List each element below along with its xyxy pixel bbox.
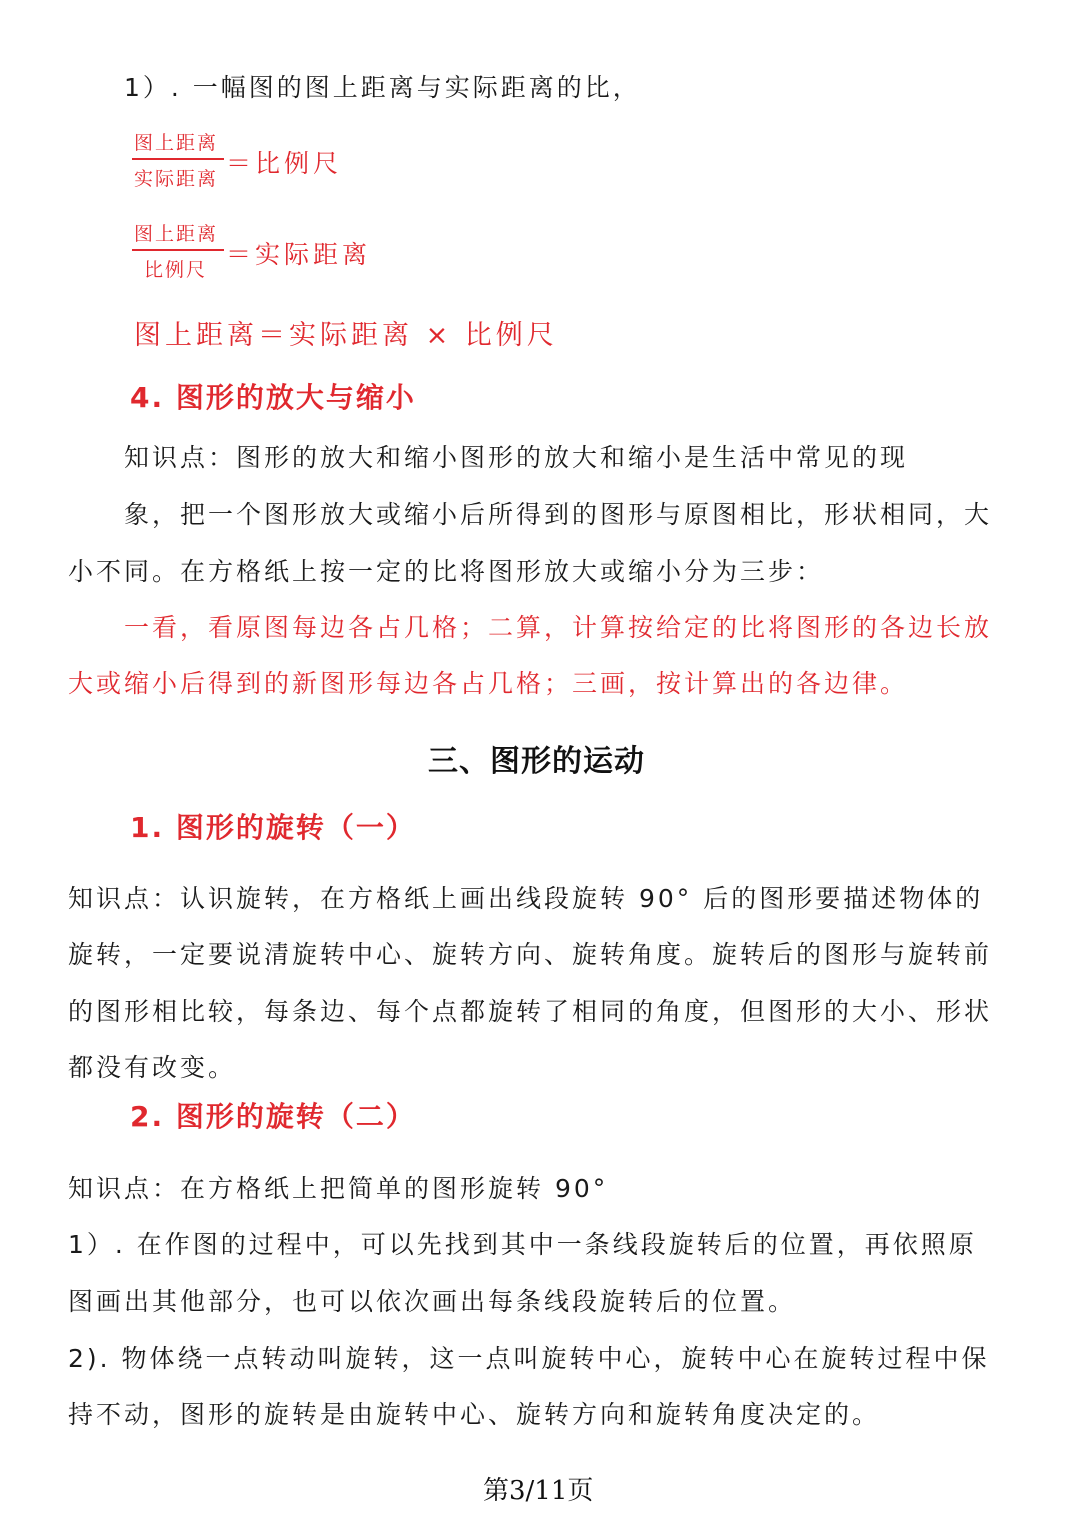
formula2-result: ＝实际距离: [226, 240, 372, 269]
rotation1-line-2: 旋转，一定要说清旋转中心、旋转方向、旋转角度。旋转后的图形与旋转前: [68, 940, 993, 969]
section4-red-line-2: 大或缩小后得到的新图形每边各占几格；三画，按计算出的各边律。: [68, 669, 909, 698]
rotation1-line-3: 的图形相比较，每条边、每个点都旋转了相同的角度，但图形的大小、形状: [68, 997, 993, 1026]
rotation1-line-4: 都没有改变。: [68, 1053, 237, 1082]
rotation2-line-3: 图画出其他部分，也可以依次画出每条线段旋转后的位置。: [68, 1287, 797, 1316]
section4-line-2: 象，把一个图形放大或缩小后所得到的图形与原图相比，形状相同，大: [124, 500, 993, 529]
section4-red-line-1: 一看，看原图每边各占几格；二算，计算按给定的比将图形的各边长放: [124, 613, 993, 642]
rotation2-line-1: 知识点：在方格纸上把简单的图形旋转 90°: [68, 1174, 609, 1203]
rotation2-line-5: 持不动，图形的旋转是由旋转中心、旋转方向和旋转角度决定的。: [68, 1400, 881, 1429]
section4-line-3: 小不同。在方格纸上按一定的比将图形放大或缩小分为三步：: [68, 557, 825, 586]
rotation2-heading: 2. 图形的旋转（二）: [130, 1100, 416, 1133]
chapter-heading: 三、图形的运动: [428, 744, 645, 779]
formula3: 图上距离＝实际距离 × 比例尺: [134, 320, 558, 351]
section4-line-1: 知识点：图形的放大和缩小图形的放大和缩小是生活中常见的现: [124, 443, 909, 472]
formula1-result: ＝比例尺: [226, 149, 343, 178]
rotation1-heading: 1. 图形的旋转（一）: [130, 811, 416, 844]
fraction-numerator: 图上距离: [134, 223, 219, 245]
rotation1-line-1: 知识点：认识旋转，在方格纸上画出线段旋转 90° 后的图形要描述物体的: [68, 884, 984, 913]
rotation2-line-4: 2). 物体绕一点转动叫旋转，这一点叫旋转中心，旋转中心在旋转过程中保: [68, 1344, 990, 1373]
intro-line: 1）. 一幅图的图上距离与实际距离的比，: [124, 73, 641, 102]
fraction-bar: [132, 249, 224, 251]
fraction-denominator: 实际距离: [134, 168, 219, 190]
fraction-denominator: 比例尺: [144, 259, 208, 281]
page-number: 第3/11页: [483, 1476, 594, 1506]
fraction-bar: [132, 158, 224, 160]
rotation2-line-2: 1）. 在作图的过程中，可以先找到其中一条线段旋转后的位置，再依照原: [68, 1230, 977, 1259]
section4-heading: 4. 图形的放大与缩小: [130, 381, 416, 414]
fraction-numerator: 图上距离: [134, 132, 219, 154]
